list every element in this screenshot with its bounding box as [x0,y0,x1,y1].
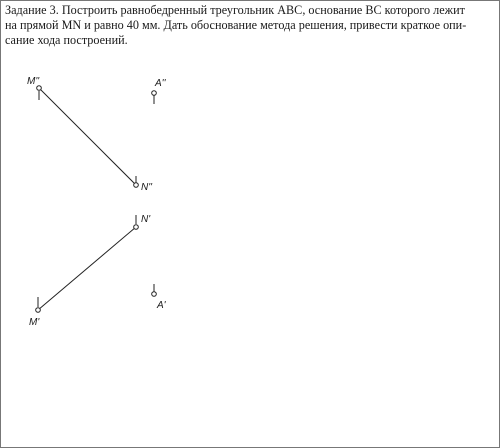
task-line-2: на прямой MN и равно 40 мм. Дать обоснование метода решения, привести краткое опи- [5,18,467,32]
label-m1: M' [29,317,40,328]
point-m1 [36,308,41,313]
line-mn-front [39,88,136,185]
label-a1: A' [157,300,166,311]
label-a2: A'' [155,78,166,89]
label-n1: N' [141,214,151,225]
label-m2: M'' [27,76,40,87]
point-n1 [134,225,139,230]
line-mn-top [38,227,136,310]
point-a2 [152,91,157,96]
label-n2: N'' [141,182,153,193]
point-a1 [152,292,157,297]
task-line-3: сание хода построений. [5,33,128,47]
task-line-1: Задание 3. Построить равнобедренный треугольник ABC, основание BC которого лежит [5,3,465,17]
point-n2 [134,183,139,188]
